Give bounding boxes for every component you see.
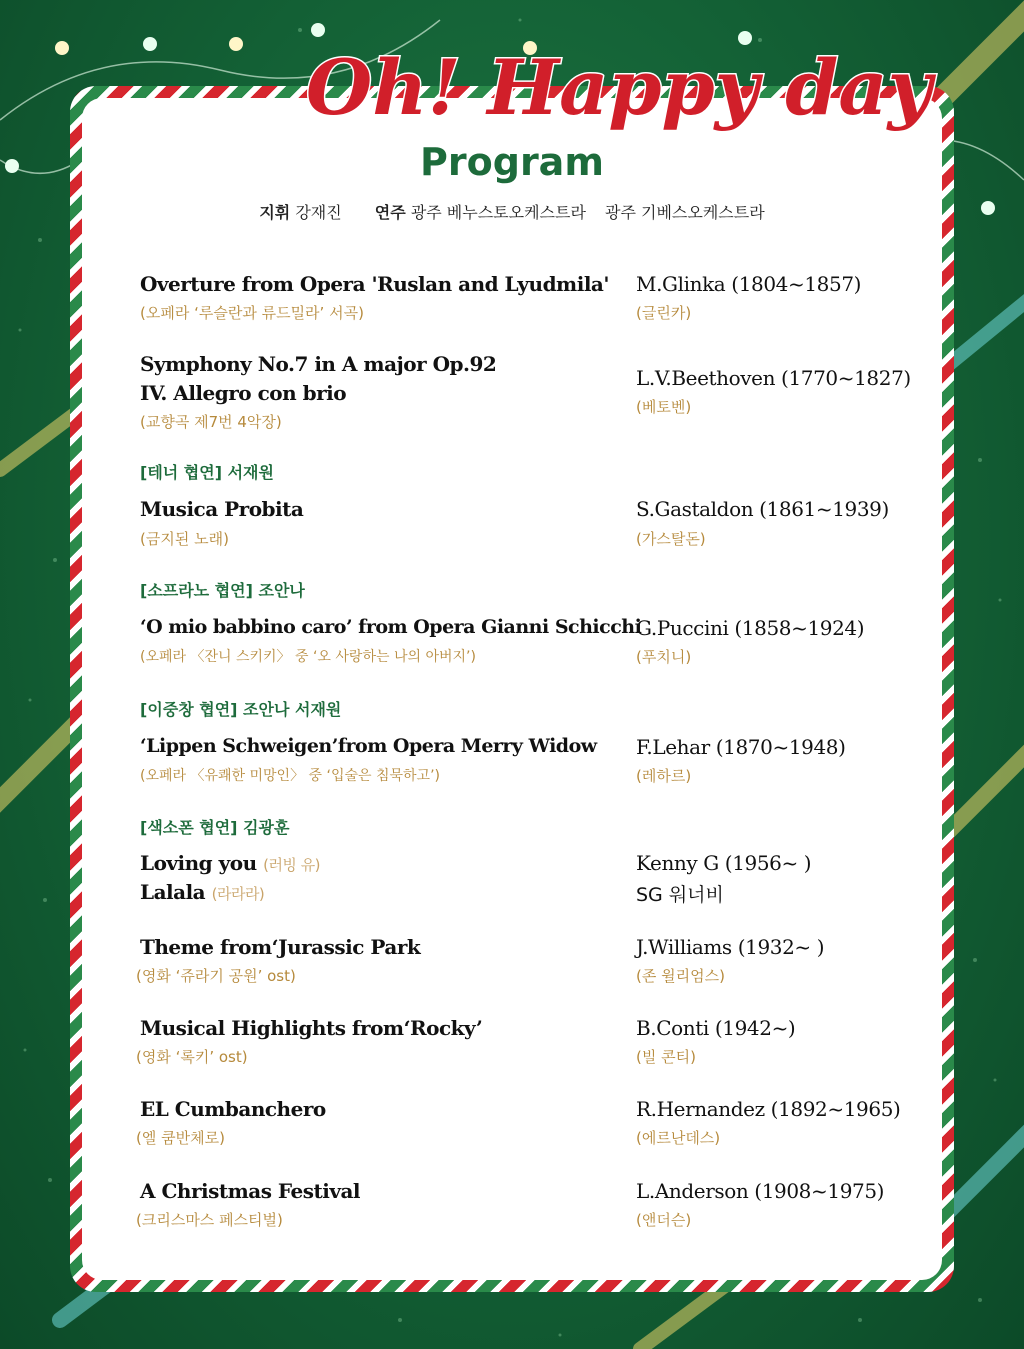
composer-ko: (푸치니) (636, 648, 692, 666)
piece-title: ‘O mio babbino caro’ from Opera Gianni Schicchi (140, 616, 642, 638)
piece-title: Overture from Opera 'Ruslan and Lyudmila' (140, 272, 609, 296)
piece-title: A Christmas Festival (140, 1179, 361, 1203)
composer: SG 워너비 (636, 884, 724, 906)
piece-title: Theme from‘Jurassic Park (140, 935, 421, 959)
piece-title: Musica Probita (140, 497, 304, 521)
feature-heading-tenor: [테너 협연] 서재원 (140, 463, 274, 482)
performers-line (0, 200, 1024, 223)
piece-title: Musical Highlights from‘Rocky’ (140, 1016, 483, 1040)
piece-subtitle: (오페라 ‘루슬란과 류드밀라’ 서곡) (140, 304, 364, 322)
feature-heading-soprano: [소프라노 협연] 조안나 (140, 581, 305, 600)
piece-title-line (140, 880, 264, 904)
conductor-name: 강재진 (295, 203, 342, 222)
performer-label: 연주 (374, 203, 406, 222)
piece-title: EL Cumbanchero (140, 1097, 326, 1121)
composer: M.Glinka (1804~1857) (636, 272, 862, 296)
feature-heading-duet: [이중창 협연] 조안나 서재원 (140, 700, 342, 719)
piece-title: Lalala (140, 880, 206, 904)
piece-subtitle: (금지된 노래) (140, 530, 229, 548)
piece-subtitle: (영화 ‘쥬라기 공원’ ost) (136, 967, 296, 985)
orchestra-2: 광주 기베스오케스트라 (605, 203, 765, 222)
piece-subtitle: (교향곡 제7번 4악장) (140, 413, 282, 431)
composer: L.V.Beethoven (1770~1827) (636, 366, 911, 390)
composer: J.Williams (1932~ ) (636, 935, 825, 959)
composer: F.Lehar (1870~1948) (636, 735, 846, 759)
orchestra-1: 광주 베누스토오케스트라 (410, 203, 586, 222)
composer: G.Puccini (1858~1924) (636, 616, 865, 640)
composer-ko: (베토벤) (636, 398, 692, 416)
piece-subtitle: (엘 쿰반체로) (136, 1129, 225, 1147)
piece-subtitle: (영화 ‘록키’ ost) (136, 1048, 248, 1066)
composer: L.Anderson (1908~1975) (636, 1179, 885, 1203)
piece-subtitle: (오페라 〈잔니 스키키〉 중 ‘오 사랑하는 나의 아버지’) (140, 649, 476, 665)
composer-ko: (빌 콘티) (636, 1048, 696, 1066)
piece-subtitle: (크리스마스 페스티벌) (136, 1211, 283, 1229)
composer: B.Conti (1942~) (636, 1016, 796, 1040)
composer-ko: (존 윌리엄스) (636, 967, 725, 985)
feature-heading-sax: [색소폰 협연] 김광훈 (140, 818, 290, 837)
page-title: Program (420, 140, 604, 184)
composer: R.Hernandez (1892~1965) (636, 1097, 901, 1121)
composer-ko: (가스탈돈) (636, 530, 706, 548)
piece-title-ko: (라라라) (211, 885, 265, 903)
piece-title-ko: (러빙 유) (263, 856, 321, 874)
composer: S.Gastaldon (1861~1939) (636, 497, 889, 521)
piece-title-line (140, 851, 320, 875)
piece-title: Symphony No.7 in A major Op.92 (140, 352, 497, 376)
piece-title: ‘Lippen Schweigen’from Opera Merry Widow (140, 735, 597, 757)
composer-ko: (앤더슨) (636, 1211, 692, 1229)
svg-text:Oh! Happy day: Oh! Happy day (306, 43, 932, 132)
piece-movement: IV. Allegro con brio (140, 381, 347, 405)
composer-ko: (레하르) (636, 767, 692, 785)
composer-ko: (에르난데스) (636, 1129, 721, 1147)
composer: Kenny G (1956~ ) (636, 851, 812, 875)
piece-title: Loving you (140, 851, 257, 875)
piece-subtitle: (오페라 〈유쾌한 미망인〉 중 ‘입술은 침묵하고’) (140, 768, 440, 784)
conductor-label: 지휘 (259, 203, 291, 222)
composer-ko: (글린카) (636, 304, 692, 322)
